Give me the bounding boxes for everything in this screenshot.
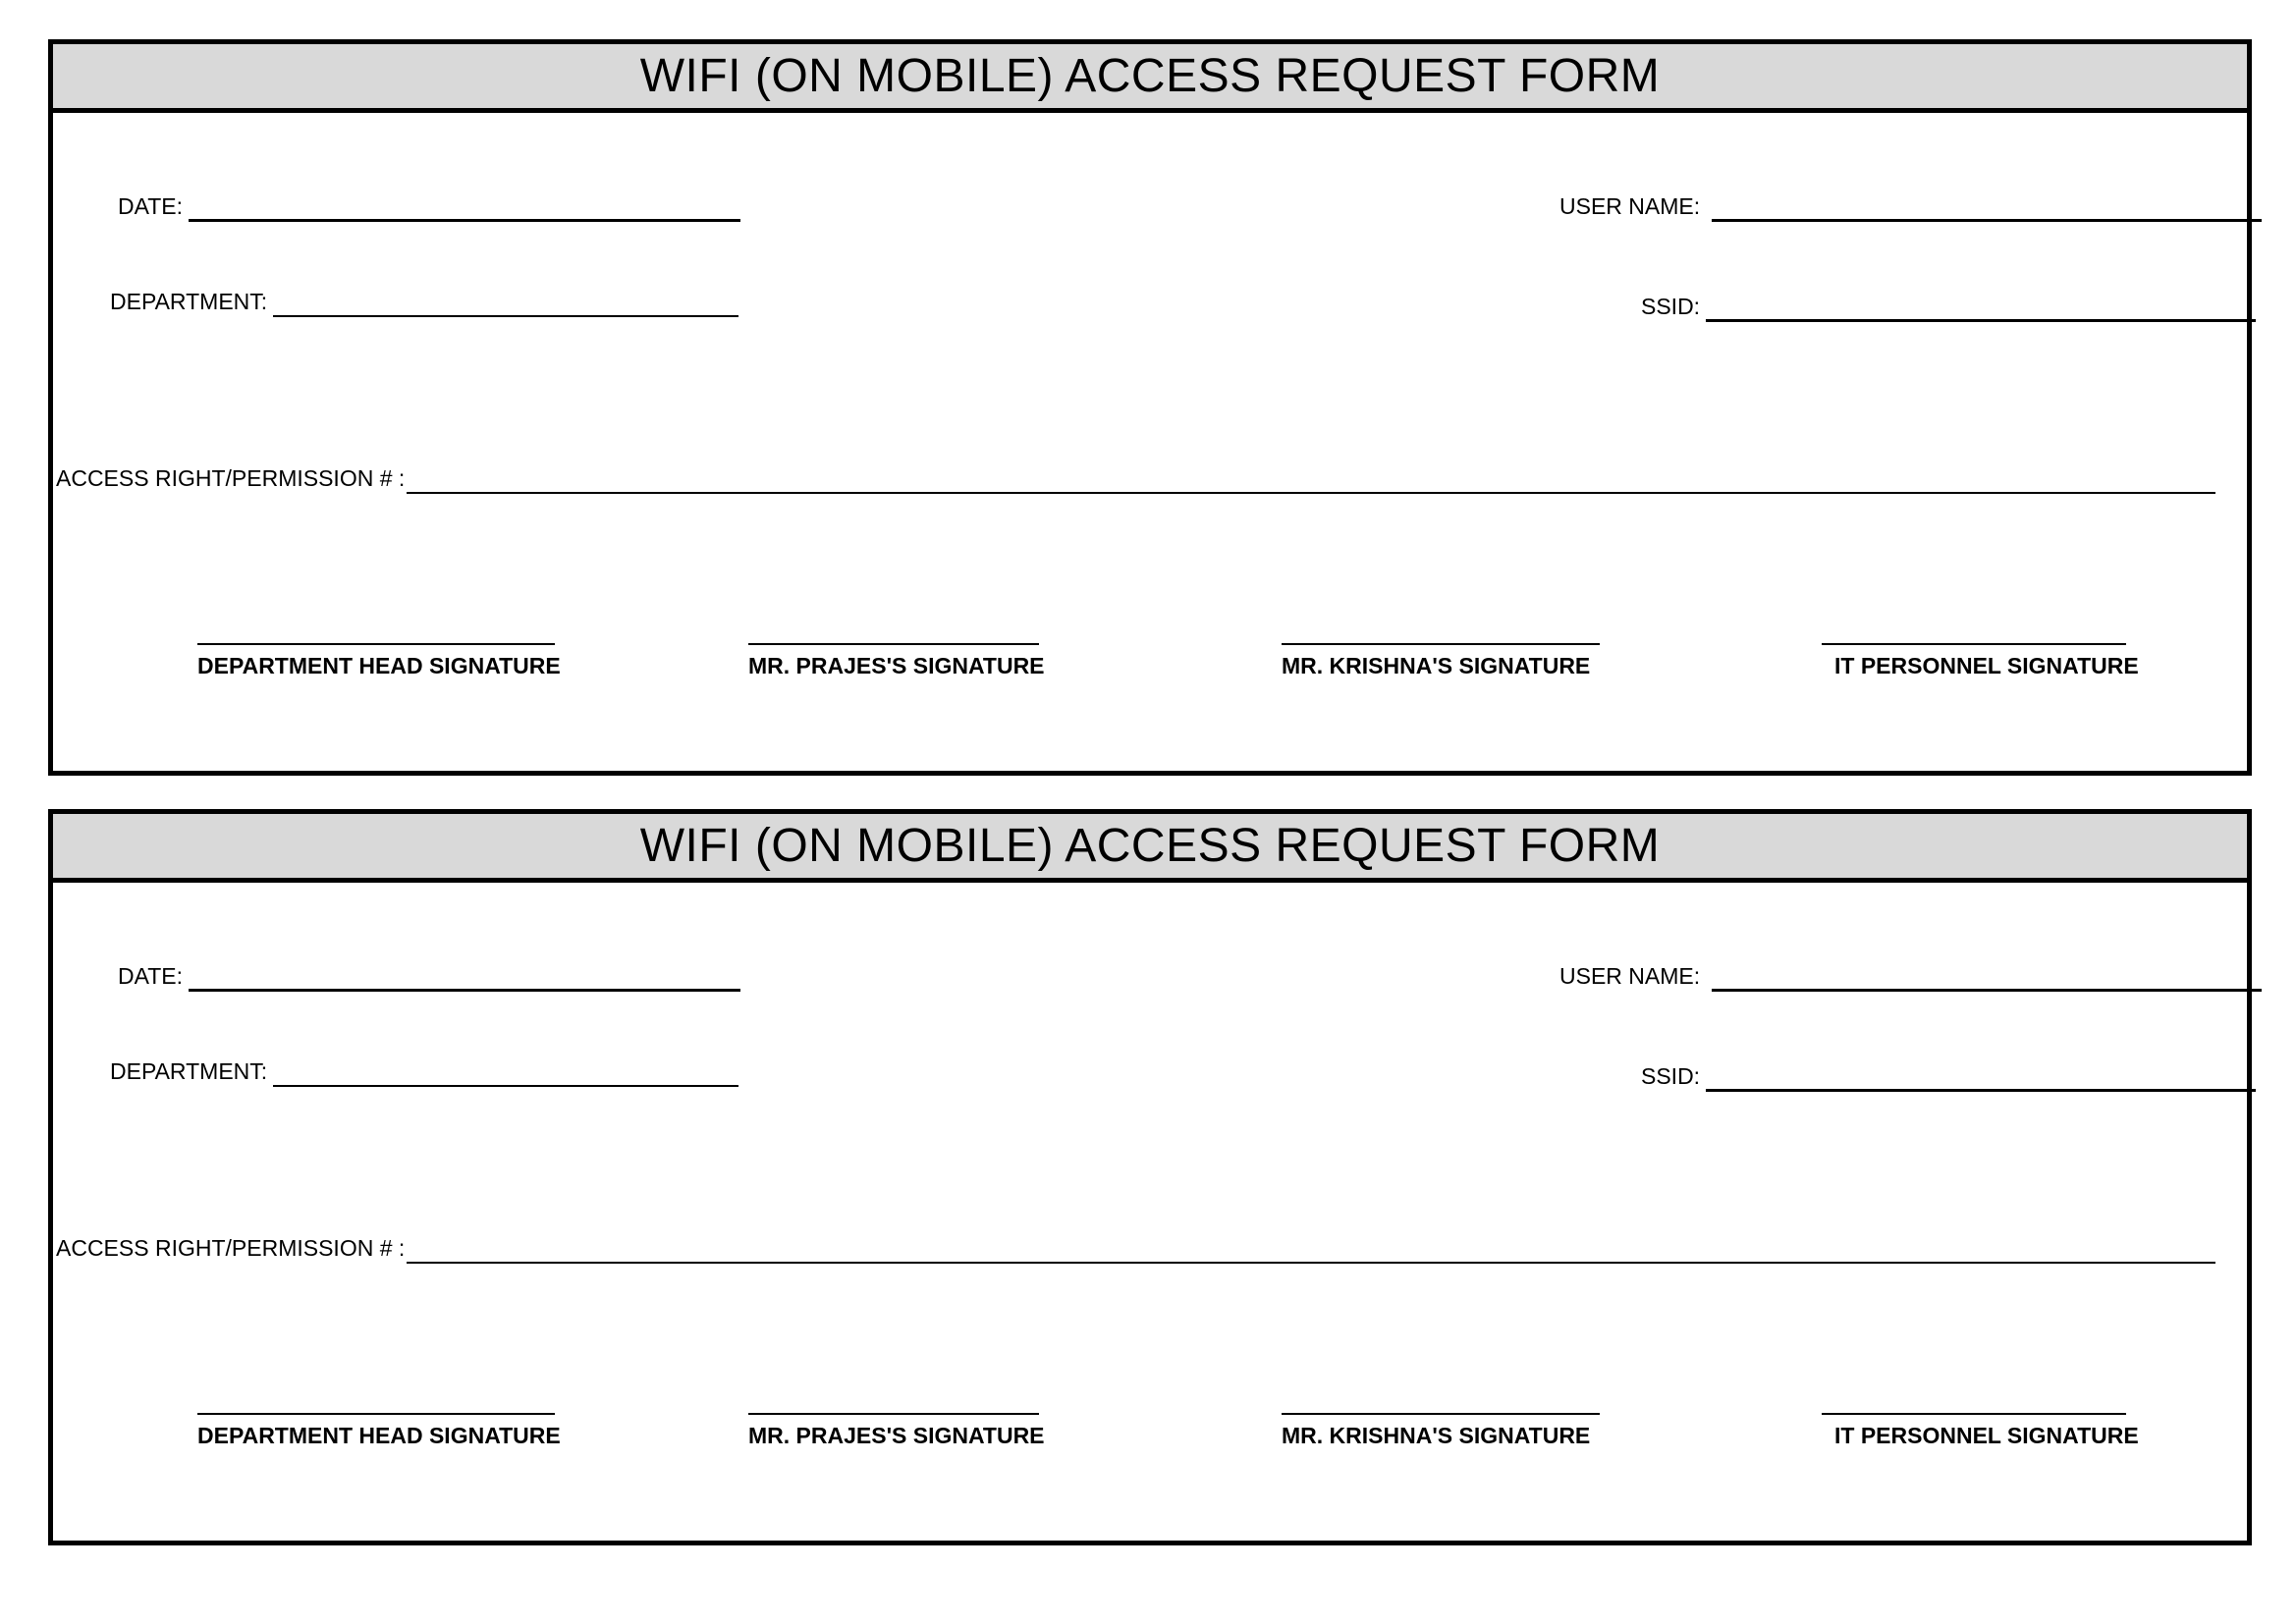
signature-label: DEPARTMENT HEAD SIGNATURE xyxy=(197,1423,561,1448)
date-label: DATE: xyxy=(118,193,184,219)
access-right-input-line[interactable] xyxy=(407,464,2215,494)
signature-label: MR. PRAJES'S SIGNATURE xyxy=(748,653,1045,678)
ssid-label: SSID: xyxy=(1641,1063,1701,1089)
user-name-label: USER NAME: xyxy=(1559,193,1701,219)
signature-label: DEPARTMENT HEAD SIGNATURE xyxy=(197,653,561,678)
signature-block-mr-prajes xyxy=(748,641,1045,677)
signature-block-department-head xyxy=(197,1411,561,1447)
signature-label: MR. PRAJES'S SIGNATURE xyxy=(748,1423,1045,1448)
form-title-bar xyxy=(53,44,2247,113)
user-name-input-line[interactable] xyxy=(1712,189,2262,222)
department-input-line[interactable] xyxy=(273,288,738,317)
department-input-line[interactable] xyxy=(273,1057,738,1087)
signature-block-it-personnel xyxy=(1822,641,2139,677)
date-input-line[interactable] xyxy=(189,959,740,992)
department-label: DEPARTMENT: xyxy=(110,289,268,314)
user-name-field xyxy=(1559,959,2262,992)
signature-block-department-head xyxy=(197,641,561,677)
signature-block-it-personnel xyxy=(1822,1411,2139,1447)
access-right-label: ACCESS RIGHT/PERMISSION # : xyxy=(56,465,406,491)
signature-line[interactable] xyxy=(1282,1411,1600,1415)
signature-label: IT PERSONNEL SIGNATURE xyxy=(1834,653,2139,678)
signature-line[interactable] xyxy=(748,1411,1039,1415)
ssid-input-line[interactable] xyxy=(1706,290,2256,322)
signature-block-mr-krishna xyxy=(1282,1411,1600,1447)
ssid-field xyxy=(1641,290,2256,322)
ssid-input-line[interactable] xyxy=(1706,1059,2256,1092)
ssid-label: SSID: xyxy=(1641,294,1701,319)
signature-line[interactable] xyxy=(1822,641,2126,645)
access-right-input-line[interactable] xyxy=(407,1234,2215,1264)
form-title: WIFI (ON MOBILE) ACCESS REQUEST FORM xyxy=(639,49,1661,102)
user-name-field xyxy=(1559,189,2262,222)
signature-line[interactable] xyxy=(1282,641,1600,645)
department-label: DEPARTMENT: xyxy=(110,1058,268,1084)
signature-line[interactable] xyxy=(197,641,555,645)
signature-label: MR. KRISHNA'S SIGNATURE xyxy=(1282,1423,1591,1448)
access-request-form-2 xyxy=(48,809,2252,1545)
signature-block-mr-prajes xyxy=(748,1411,1045,1447)
form-title-bar xyxy=(53,814,2247,883)
signature-line[interactable] xyxy=(1822,1411,2126,1415)
date-field xyxy=(118,189,740,222)
form-title: WIFI (ON MOBILE) ACCESS REQUEST FORM xyxy=(639,819,1661,872)
date-input-line[interactable] xyxy=(189,189,740,222)
user-name-input-line[interactable] xyxy=(1712,959,2262,992)
access-request-form-1 xyxy=(48,39,2252,776)
signature-label: IT PERSONNEL SIGNATURE xyxy=(1834,1423,2139,1448)
ssid-field xyxy=(1641,1059,2256,1092)
department-field xyxy=(110,1057,738,1087)
access-right-label: ACCESS RIGHT/PERMISSION # : xyxy=(56,1235,406,1261)
signature-line[interactable] xyxy=(748,641,1039,645)
user-name-label: USER NAME: xyxy=(1559,963,1701,989)
signature-block-mr-krishna xyxy=(1282,641,1600,677)
access-right-field xyxy=(56,464,2215,494)
date-label: DATE: xyxy=(118,963,184,989)
department-field xyxy=(110,288,738,317)
date-field xyxy=(118,959,740,992)
access-right-field xyxy=(56,1234,2215,1264)
signature-line[interactable] xyxy=(197,1411,555,1415)
signature-label: MR. KRISHNA'S SIGNATURE xyxy=(1282,653,1591,678)
